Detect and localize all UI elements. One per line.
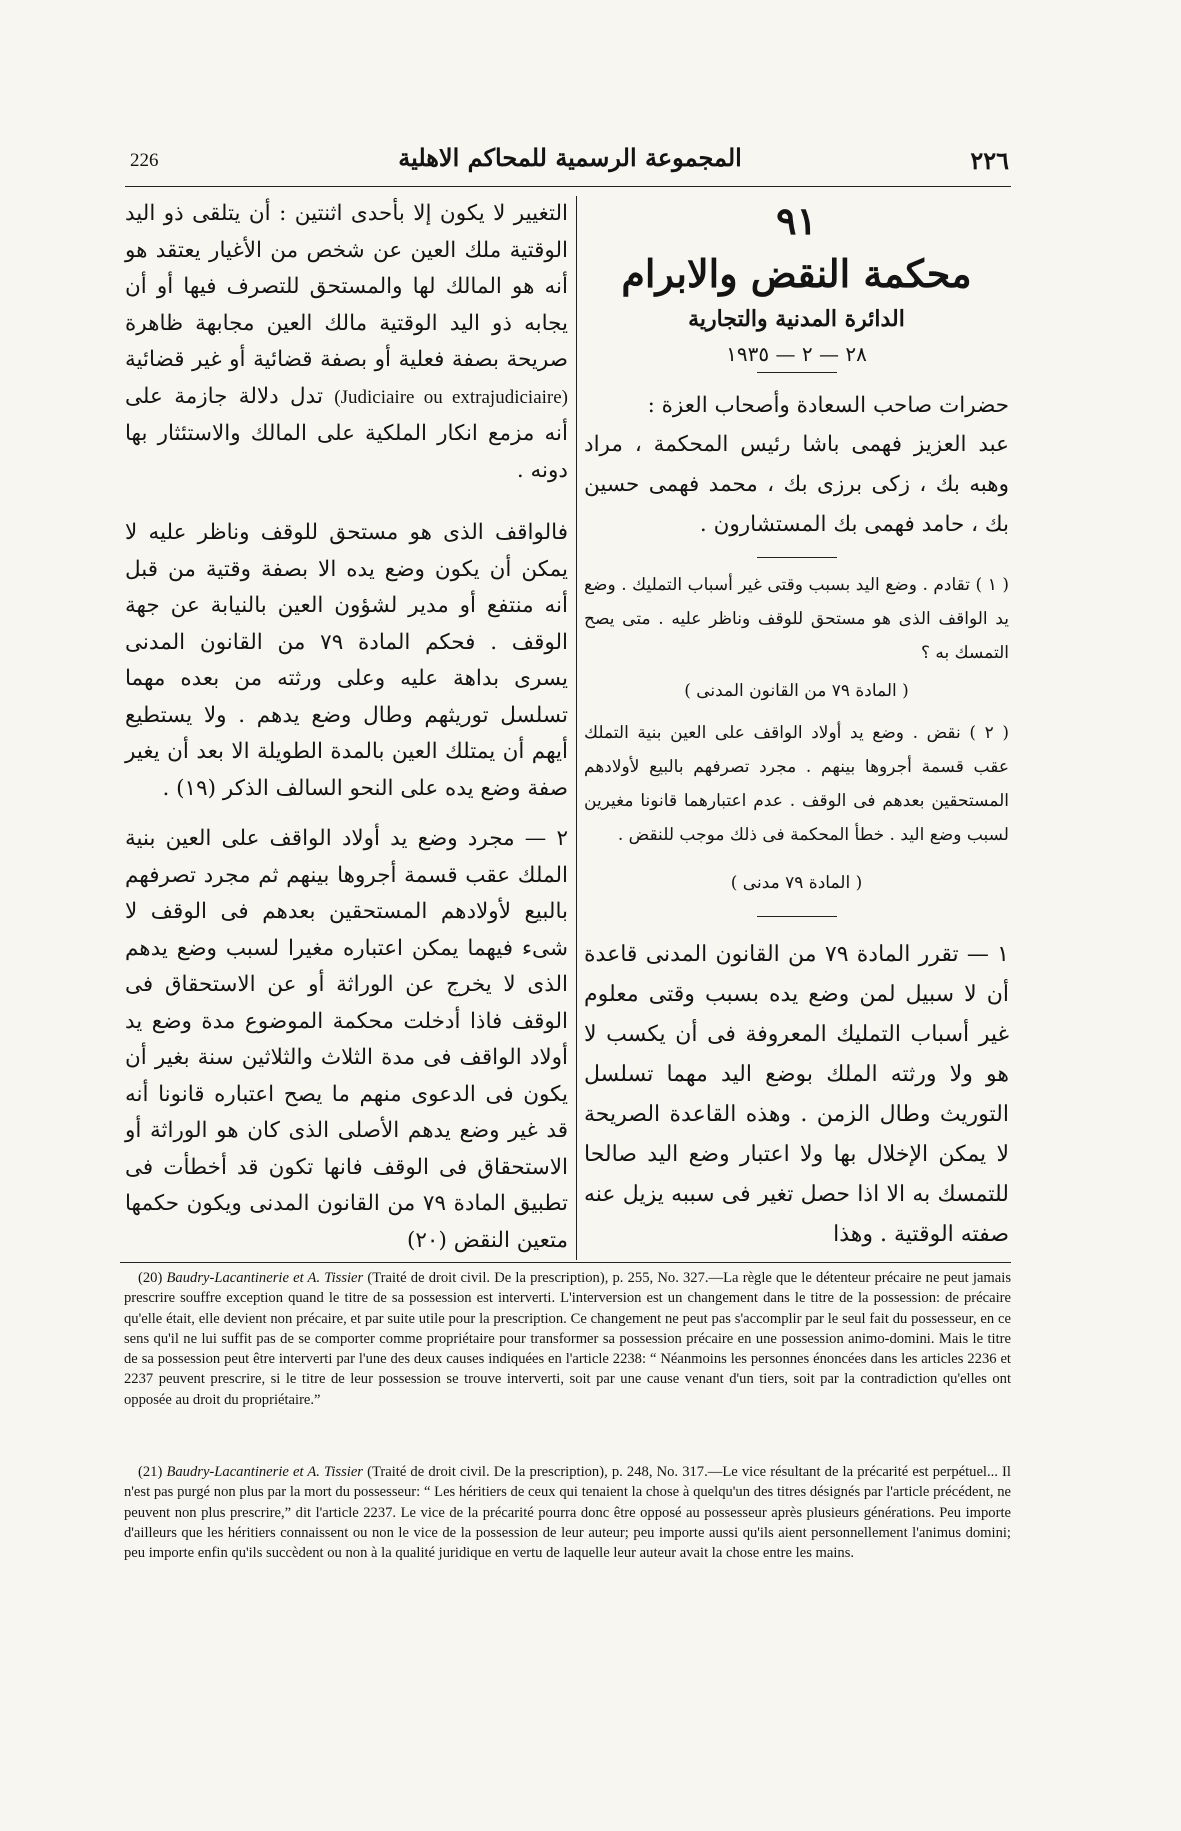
section-rule — [757, 557, 837, 558]
running-title: المجموعة الرسمية للمحاكم الاهلية — [398, 143, 742, 172]
section-rule — [757, 916, 837, 917]
footnote-21-number: (21) — [138, 1464, 163, 1480]
paragraph-waqf-founder: فالواقف الذى هو مستحق للوقف وناظر عليه لا يمكن أن يكون وضع يده الا بصفة وقتية من قبل أنه منتفع أو مدير لشؤون العين بالنيابة عن جهة الوقف . فحكم المادة ٧٩ من القانون المدنى يسرى بداهة عليه وعلى ورثته من بعده مهما تسلسل توريثهم وطال وضع يدهم . ولا يستطيع أيهم أن يمتلك العين بالمدة الطويلة الا بعد أن يغير صفة وضع يده على النحو السالف الذكر (١٩) . — [125, 520, 568, 801]
right-column — [584, 196, 1009, 1255]
judgment-principle-2: ٢ — مجرد وضع يد أولاد الواقف على العين بنية الملك عقب قسمة أجروها بينهم ثم مجرد تصرفهم بالبيع لأولادهم المستحقين بعدهم فى الوقف لا شىء فيهما يمكن اعتباره مغيرا لسبب وضع يدهم الذى لا يخرج عن الوراثة أو عن الاستحقاق فى الوقف فاذا أدخلت محكمة الموضوع مدة وضع يد أولاد الواقف فى مدة الثلاث والثلاثين سنة بغير أن يكون فى الدعوى منهم ما يصح اعتباره قانونا أنه قد غير وضع يدهم الأصلى الذى كان هو الوراثة أو الاستحقاق فى الوقف فانها تكون قد أخطأت فى تطبيق المادة ٧٩ من القانون المدنى ويكون حكمها متعين النقض (٢٠) — [125, 826, 569, 1253]
circuit-name: الدائرة المدنية والتجارية — [688, 306, 905, 332]
page-number-latin: 226 — [130, 150, 159, 171]
court-name: محكمة النقض والابرام — [621, 251, 972, 296]
judges-lead: حضرات صاحب السعادة وأصحاب العزة : — [647, 393, 1009, 418]
headnote-2-reference: ( المادة ٧٩ مدنى ) — [730, 873, 863, 893]
header-rule — [125, 186, 1011, 187]
headnote-1-reference: ( المادة ٧٩ من القانون المدنى ) — [684, 681, 909, 701]
footnote-21-text: (Traité de droit civil. De la prescription), p. 248, No. 317.—Le vice résultant de la précarité est perpétuel... Il n'est pas purgé non plus par la mort du possesseur: “ Les héritiers de ceux qui tenaient la chose à quelqu'un des titres désignés par l'article précédent, ne peuvent non plus prescrire,” dit l'article 2237. Le vice de la précarité pourra donc être opposé au possesseur après plusieurs générations. Peu importe d'ailleurs que les héritiers connaissent ou non le vice de la possession de leur auteur; peu importe aussi qu'ils aient personnellement l'animus domini; peu importe enfin qu'ils succèdent ou non à la qualité juridique en vertu de laquelle leur auteur avait la chose entre les mains. — [124, 1464, 1011, 1562]
judgment-principle-1: ١ — تقرر المادة ٧٩ من القانون المدنى قاعدة أن لا سبيل لمن وضع يده بسبب وقتى معلوم غير أسباب التمليك المعروفة فى أن يكسب لا هو ولا ورثته الملك بوضع اليد مهما تسلسل التوريث وطال الزمن . وهذه القاعدة الصريحة لا يمكن الإخلال بها ولا اعتبار وضع اليد صالحا للتمسك به الا اذا حصل تغير فى سببه يزيل عنه صفته الوقتية . وهذا — [584, 942, 1009, 1247]
paragraph-continuation-end: تدل دلالة جازمة على أنه مزمع انكار الملكية على المالك والاستئثار بها دونه . — [125, 383, 568, 483]
footnote-21-author: Baudry-Lacantinerie et A. Tissier — [166, 1464, 363, 1480]
latin-term: (Judiciaire ou extrajudiciaire) — [334, 386, 568, 408]
footnote-21 — [124, 1462, 1011, 1563]
footnote-20-author: Baudry-Lacantinerie et A. Tissier — [166, 1270, 364, 1286]
footnote-20 — [124, 1268, 1011, 1410]
headnote-1: ( ١ ) تقادم . وضع اليد بسبب وقتى غير أسباب التمليك . وضع يد الواقف الذى هو مستحق للوقف وناظر عليه . متى يصح التمسك به ؟ — [584, 575, 1009, 663]
footnote-rule — [120, 1262, 1011, 1263]
left-column — [125, 196, 568, 1259]
page-number-arabic: ٢٢٦ — [970, 146, 1009, 175]
paragraph-continuation-text: التغيير لا يكون إلا بأحدى اثنتين : أن يتلقى ذو اليد الوقتية ملك العين عن شخص من الأغيار يعتقد هو أنه هو المالك لها والمستحق للتصرف فيها أو أن يجابه ذو اليد الوقتية مالك العين مجابهة ظاهرة صريحة بصفة فعلية أو بصفة قضائية أو غير قضائية — [125, 201, 568, 372]
section-rule — [757, 372, 837, 373]
footnote-20-text: (Traité de droit civil. De la prescription), p. 255, No. 327.—La règle que le détenteur précaire ne peut jamais prescrire souffre exception quand le titre de sa possession est interverti. L'interversion est un changement dans le titre de la possession: de précaire qu'elle était, elle devient non précaire, et par suite utile pour la prescription. Ce changement ne peut pas s'accomplir par le seul fait du possesseur, en ce sens qu'il ne lui suffit pas de se comporter comme propriétaire pour transformer sa possession précaire en une possession animo-domini. Mais le titre de sa possession peut être interverti par l'une des deux causes indiquées en l'article 2238: “ Néanmoins les personnes énoncées dans les articles 2236 et 2237 peuvent prescrire, si le titre de leur possession se trouve interverti, soit par une cause venant d'un tiers, soit par la contradiction qu'elles ont opposée au droit du propriétaire.” — [124, 1270, 1011, 1408]
paragraph-continuation — [125, 196, 568, 489]
footnote-20-number: (20) — [138, 1270, 163, 1286]
column-divider — [576, 196, 577, 1260]
headnote-2: ( ٢ ) نقض . وضع يد أولاد الواقف على العين بنية التملك عقب قسمة أجروها بينهم . مجرد تصرفهم بالبيع لأولادهم المستحقين بعدهم فى الوقف . عدم اعتبارهما قانونا مغيرين لسبب وضع اليد . خطأ المحكمة فى ذلك موجب للنقض . — [584, 723, 1009, 845]
judgment-date: ٢٨ — ٢ — ١٩٣٥ — [726, 342, 867, 366]
judges-names: عبد العزيز فهمى باشا رئيس المحكمة ، مراد وهبه بك ، زكى برزى بك ، محمد فهمى حسين بك ، حامد فهمى بك المستشارون . — [584, 432, 1009, 537]
case-number: ٩١ — [776, 198, 817, 243]
